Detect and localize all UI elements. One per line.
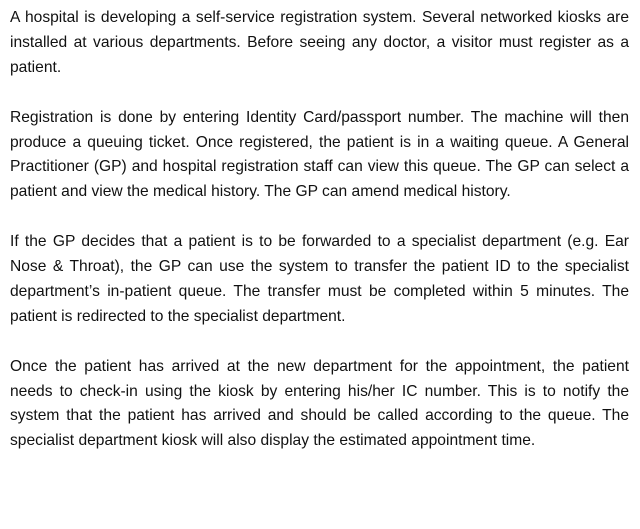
paragraph-system-overview: A hospital is developing a self-service registration system. Several networked kiosks are installed at various departments. Before seeing any doctor, a visitor must register as a patient. bbox=[10, 9, 629, 76]
document-body bbox=[10, 6, 629, 454]
paragraph-registration: Registration is done by entering Identity Card/passport number. The machine will then produce a queuing ticket. Once registered, the patient is in a waiting queue. A General Practitioner (GP) and hospital registration staff can view this queue. The GP can select a patient and view the medical history. The GP can amend medical history. bbox=[10, 108, 629, 201]
paragraph-check-in: Once the patient has arrived at the new department for the appointment, the patient needs to check-in using the kiosk by entering his/her IC number. This is to notify the system that the patient has arrived and should be called according to the queue. The specialist department kiosk will also display the estimated appointment time. bbox=[10, 357, 629, 450]
paragraph-specialist-transfer: If the GP decides that a patient is to be forwarded to a specialist department (e.g. Ear Nose & Throat), the GP can use the system to transfer the patient ID to the specialist department’s in-patient queue. The transfer must be completed within 5 minutes. The patient is redirected to the specialist department. bbox=[10, 233, 629, 325]
